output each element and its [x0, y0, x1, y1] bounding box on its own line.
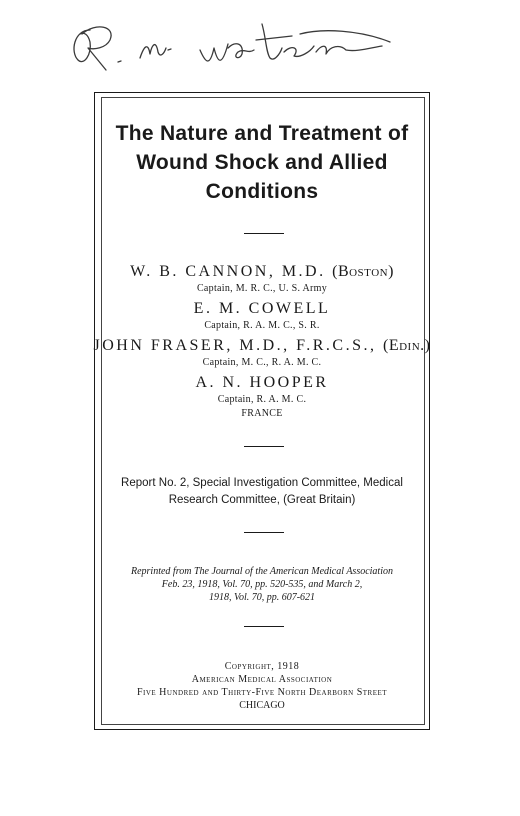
handwritten-signature	[60, 8, 400, 78]
author-place: (Boston)	[332, 263, 394, 280]
book-title-line-3: Conditions	[205, 180, 319, 203]
publisher: American Medical Association	[191, 674, 333, 685]
author-name: E. M. COWELL	[193, 300, 331, 317]
author-place: (Edin.)	[383, 337, 431, 354]
author-rank: Captain, M. C., R. A. M. C.	[202, 357, 322, 368]
author-rank: Captain, R. A. M. C.	[217, 394, 307, 405]
reprint-line-3: 1918, Vol. 70, pp. 607-621	[208, 592, 316, 603]
reprint-line-2: Feb. 23, 1918, Vol. 70, pp. 520-535, and March 2,	[161, 579, 363, 590]
author-name: JOHN FRASER, M.D., F.R.C.S.,	[93, 337, 377, 354]
reprint-line-1: Reprinted from The Journal of the American Medical Association	[130, 566, 393, 577]
author-cowell	[92, 300, 432, 318]
copyright: Copyright, 1918	[224, 661, 300, 672]
divider-rule	[244, 446, 284, 447]
report-line-2: Research Committee, (Great Britain)	[168, 494, 356, 506]
author-rank: Captain, R. A. M. C., S. R.	[204, 320, 320, 331]
divider-rule	[244, 532, 284, 533]
author-fraser	[92, 337, 432, 355]
publisher-address: Five Hundred and Thirty-Five North Dearborn Street	[136, 687, 388, 698]
author-rank: Captain, M. R. C., U. S. Army	[196, 283, 328, 294]
author-name: W. B. CANNON, M.D.	[130, 263, 326, 280]
report-line-1: Report No. 2, Special Investigation Committee, Medical	[121, 477, 403, 489]
book-title-line-2: Wound Shock and Allied	[136, 151, 388, 174]
book-title-line-1: The Nature and Treatment of	[115, 122, 409, 145]
author-cannon	[92, 263, 432, 281]
divider-rule	[244, 626, 284, 627]
publisher-city: CHICAGO	[239, 700, 285, 711]
divider-rule	[244, 233, 284, 234]
author-name: A. N. HOOPER	[195, 374, 329, 391]
location: FRANCE	[241, 408, 283, 419]
author-hooper	[92, 374, 432, 392]
